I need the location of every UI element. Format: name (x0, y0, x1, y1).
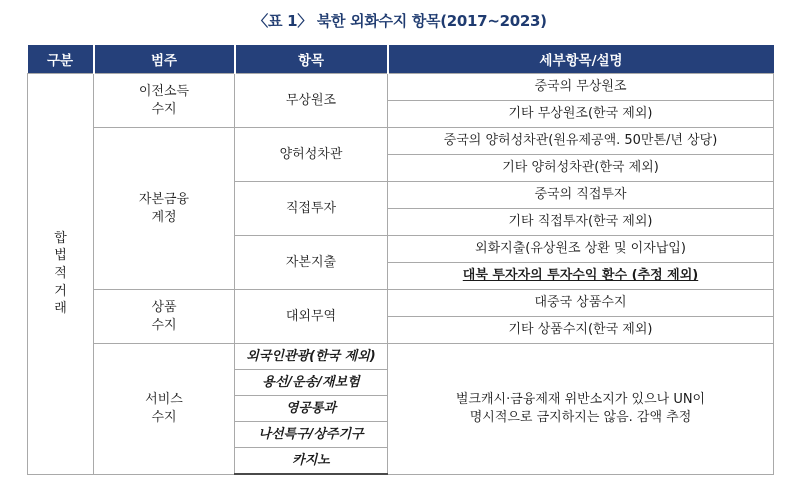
detail-china-fdi: 중국의 직접투자 (388, 182, 774, 209)
detail-other-fdi: 기타 직접투자(한국 제외) (388, 209, 774, 236)
table-row (28, 344, 774, 370)
item-tourism: 외국인관광(한국 제외) (235, 344, 388, 370)
item-grant-aid: 무상원조 (235, 74, 388, 128)
detail-other-grant: 기타 무상원조(한국 제외) (388, 101, 774, 128)
detail-services-note: 벌크캐시·금융제재 위반소지가 있으나 UN이 명시적으로 금지하지는 않음. 감액 추정 (388, 344, 774, 475)
table-header-row (28, 45, 774, 74)
detail-fx-outflow: 외화지출(유상원조 상환 및 이자납입) (388, 236, 774, 263)
classification-legal-trade: 합 법 적 거 래 (28, 74, 94, 475)
detail-investment-repatriation: 대북 투자자의 투자수익 환수 (추정 제외) (388, 263, 774, 290)
item-direct-investment: 직접투자 (235, 182, 388, 236)
item-casino: 카지노 (235, 448, 388, 475)
detail-other-goods: 기타 상품수지(한국 제외) (388, 317, 774, 344)
table-row (28, 74, 774, 101)
table-title: 〈표 1〉 북한 외화수지 항목(2017~2023) (253, 12, 547, 30)
detail-china-grant: 중국의 무상원조 (388, 74, 774, 101)
category-transfer-income: 이전소득 수지 (94, 74, 235, 128)
header-category: 범주 (94, 45, 235, 74)
fx-balance-table (27, 45, 774, 475)
detail-china-goods: 대중국 상품수지 (388, 290, 774, 317)
category-services-balance: 서비스 수지 (94, 344, 235, 475)
item-transport: 용선/운송/재보험 (235, 370, 388, 396)
table-row (28, 290, 774, 317)
detail-china-loan: 중국의 양허성차관(원유제공액. 50만톤/년 상당) (388, 128, 774, 155)
category-capital-account: 자본금융 계정 (94, 128, 235, 290)
item-capital-outflow: 자본지출 (235, 236, 388, 290)
item-foreign-trade: 대외무역 (235, 290, 388, 344)
item-rason-zone: 나선특구/상주기구 (235, 422, 388, 448)
item-concessional-loan: 양허성차관 (235, 128, 388, 182)
item-airspace-transit: 영공통과 (235, 396, 388, 422)
category-goods-balance: 상품 수지 (94, 290, 235, 344)
header-detail: 세부항목/설명 (388, 45, 774, 74)
header-classification: 구분 (28, 45, 94, 74)
table-row (28, 128, 774, 155)
detail-other-loan: 기타 양허성차관(한국 제외) (388, 155, 774, 182)
header-item: 항목 (235, 45, 388, 74)
